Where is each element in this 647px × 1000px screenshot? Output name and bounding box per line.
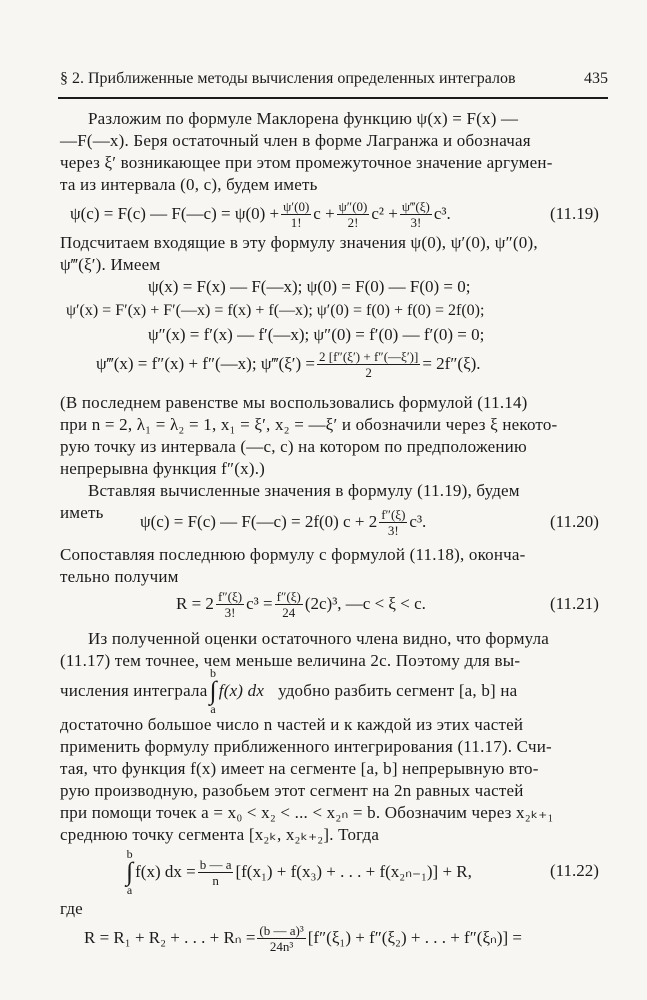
fraction bbox=[317, 349, 420, 380]
numerator: ψ′(0) bbox=[283, 198, 310, 214]
text-line: при n = 2, λ₁ = λ₂ = 1, x₁ = ξ′, x₂ = —ξ′ и обозначили через ξ некото- bbox=[60, 415, 558, 434]
integral-icon: ∫ bbox=[126, 857, 134, 886]
denominator: 2 bbox=[365, 364, 372, 380]
text-line: рую производную, разобьем этот сегмент на 2n равных частей bbox=[60, 781, 524, 800]
equation-line: ψ′(x) = F′(x) + F′(—x) = f(x) + f(—x); ψ′(0) = f(0) + f(0) = 2f(0); bbox=[66, 302, 485, 319]
equation-11-21 bbox=[176, 586, 426, 622]
text-line-with-integral bbox=[60, 668, 517, 714]
numerator: b — a bbox=[199, 856, 232, 872]
equation-label: (11.19) bbox=[550, 204, 599, 223]
text-line: тельно получим bbox=[60, 567, 179, 586]
text-line: иметь bbox=[60, 503, 104, 522]
text-line: применить формулу приближенного интегрирования (11.17). Счи- bbox=[60, 737, 552, 756]
text-line: ψ‴(ξ′). Имеем bbox=[60, 255, 161, 274]
integral-upper-limit: b bbox=[126, 847, 133, 861]
equation-11-22 bbox=[124, 848, 472, 896]
numerator: ψ″(0) bbox=[338, 198, 368, 214]
integral-sign bbox=[126, 848, 133, 896]
fraction bbox=[281, 199, 311, 230]
eq-part: c³. bbox=[433, 204, 451, 223]
text-line: рую точку из интервала (—c, c) на котором по предположению bbox=[60, 437, 527, 456]
eq-part: [f(x₁) + f(x₃) + . . . + f(x₂ₙ₋₁)] + R, bbox=[235, 862, 472, 881]
eq-part: = 2f″(ξ). bbox=[422, 354, 481, 373]
equation-label: (11.22) bbox=[550, 861, 599, 880]
text-line: Подсчитаем входящие в эту формулу значения ψ(0), ψ′(0), ψ″(0), bbox=[60, 233, 538, 252]
numerator: ψ‴(ξ) bbox=[401, 198, 430, 214]
text-line: непрерывна функция f″(x).) bbox=[60, 459, 266, 478]
text-line: при помощи точек a = x₀ < x₂ < ... < x₂ₙ = b. Обозначим через x₂ₖ₊₁ bbox=[60, 803, 554, 822]
eq-part: ψ(c) = F(c) — F(—c) = ψ(0) + bbox=[70, 204, 280, 223]
equation-11-20 bbox=[140, 504, 426, 540]
numerator: (b — a)³ bbox=[259, 922, 304, 938]
eq-part: R = R₁ + R₂ + . . . + Rₙ = bbox=[84, 928, 256, 947]
integral-lower-limit: a bbox=[210, 702, 216, 716]
integral-icon: ∫ bbox=[209, 676, 217, 705]
equation-11-19 bbox=[70, 196, 451, 232]
denominator: 24n³ bbox=[269, 938, 294, 954]
eq-part: c + bbox=[313, 204, 335, 223]
denominator: 3! bbox=[224, 604, 236, 620]
page-number: 435 bbox=[584, 70, 608, 87]
eq-part: (2c)³, —c < ξ < c. bbox=[304, 594, 426, 613]
text-line: достаточно большое число n частей и к каждой из этих частей bbox=[60, 715, 524, 734]
eq-part: c² + bbox=[371, 204, 398, 223]
denominator: 1! bbox=[290, 214, 302, 230]
fraction bbox=[400, 199, 432, 230]
denominator: 3! bbox=[410, 214, 422, 230]
eq-part: c³. bbox=[409, 512, 427, 531]
text-line: та из интервала (0, c), будем иметь bbox=[60, 175, 318, 194]
eq-part: c³ = bbox=[246, 594, 273, 613]
numerator: f″(ξ) bbox=[381, 506, 406, 522]
text-line: Вставляя вычисленные значения в формулу (11.19), будем bbox=[88, 481, 520, 500]
equation-line: ψ″(x) = f′(x) — f′(—x); ψ″(0) = f′(0) — f′(0) = 0; bbox=[148, 325, 485, 344]
denominator: 24 bbox=[282, 604, 296, 620]
fraction bbox=[275, 589, 303, 620]
numerator: 2 [f″(ξ′) + f″(—ξ′)] bbox=[319, 348, 419, 364]
fraction bbox=[198, 857, 234, 888]
fraction bbox=[257, 923, 305, 954]
text-part: удобно разбить сегмент [a, b] на bbox=[278, 681, 518, 700]
denominator: 3! bbox=[387, 522, 399, 538]
eq-part: f(x) dx = bbox=[135, 862, 196, 881]
text-line: (В последнем равенстве мы воспользовались формулой (11.14) bbox=[60, 393, 528, 412]
text-line: Сопоставляя последнюю формулу с формулой (11.18), оконча- bbox=[60, 545, 526, 564]
equation-label: (11.20) bbox=[550, 512, 599, 531]
text-line: тая, что функция f(x) имеет на сегменте [a, b] непрерывную вто- bbox=[60, 759, 539, 778]
denominator: n bbox=[212, 872, 219, 888]
running-header bbox=[60, 70, 608, 88]
eq-part: [f″(ξ₁) + f″(ξ₂) + . . . + f″(ξₙ)] = bbox=[307, 928, 522, 947]
equation-remainder bbox=[84, 920, 522, 956]
header-title: § 2. Приближенные методы вычисления определенных интегралов bbox=[60, 70, 516, 87]
header-rule bbox=[58, 97, 608, 99]
text-part: числения интеграла bbox=[60, 681, 208, 700]
equation-label: (11.21) bbox=[550, 594, 599, 613]
text-line: через ξ′ возникающее при этом промежуточное значение аргумен- bbox=[60, 153, 553, 172]
fraction bbox=[216, 589, 244, 620]
integral-sign bbox=[209, 667, 216, 715]
text-line: (11.17) тем точнее, чем меньше величина 2c. Поэтому для вы- bbox=[60, 651, 521, 670]
text-line: Разложим по формуле Маклорена функцию ψ(x) = F(x) — bbox=[88, 109, 519, 128]
text-line: Из полученной оценки остаточного члена видно, что формула bbox=[88, 629, 550, 648]
text-line: среднюю точку сегмента [x₂ₖ, x₂ₖ₊₂]. Тогда bbox=[60, 825, 380, 844]
fraction bbox=[379, 507, 407, 538]
integral-upper-limit: b bbox=[210, 666, 217, 680]
denominator: 2! bbox=[347, 214, 359, 230]
eq-part: ψ‴(x) = f″(x) + f″(—x); ψ‴(ξ′) = bbox=[96, 354, 315, 373]
text-line: —F(—x). Беря остаточный член в форме Лагранжа и обозначая bbox=[60, 131, 531, 150]
numerator: f″(ξ) bbox=[276, 588, 301, 604]
eq-part: ψ(c) = F(c) — F(—c) = 2f(0) c + 2 bbox=[140, 512, 378, 531]
integral-lower-limit: a bbox=[126, 883, 133, 897]
fraction bbox=[337, 199, 370, 230]
equation-line: ψ(x) = F(x) — F(—x); ψ(0) = F(0) — F(0) = 0; bbox=[148, 277, 471, 296]
eq-part: R = 2 bbox=[176, 594, 214, 613]
integrand: f(x) dx bbox=[218, 681, 265, 700]
numerator: f″(ξ) bbox=[217, 588, 243, 604]
equation-line bbox=[96, 346, 481, 382]
text-line: где bbox=[60, 899, 83, 918]
